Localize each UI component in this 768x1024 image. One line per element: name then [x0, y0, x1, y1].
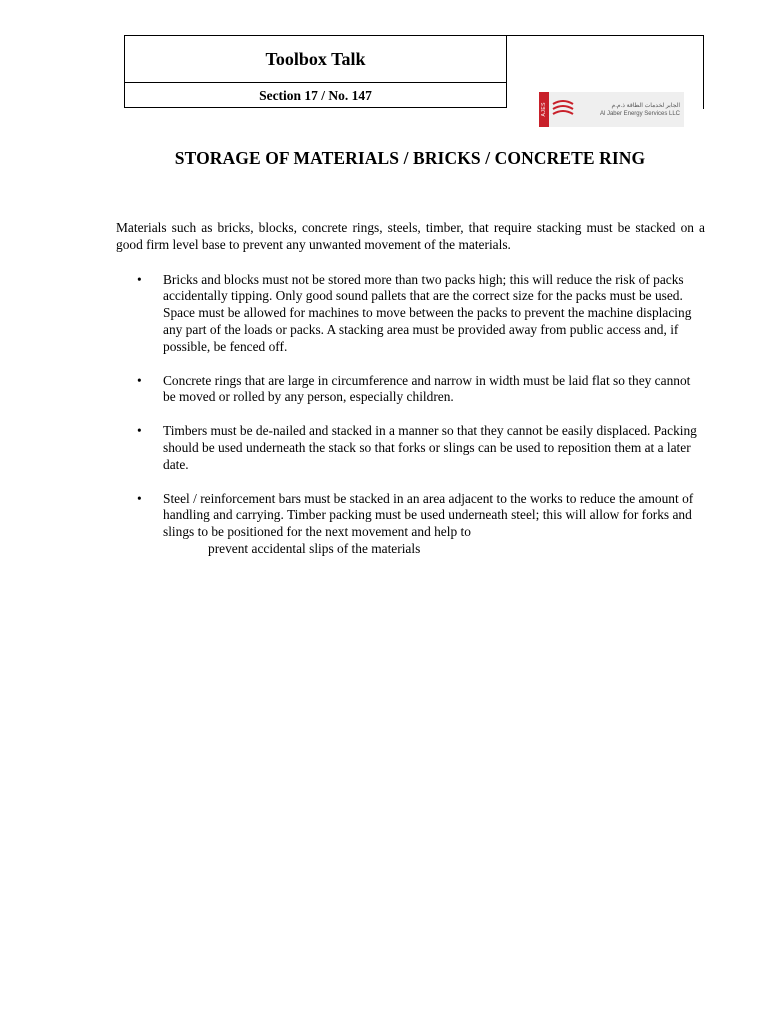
company-logo	[539, 92, 684, 127]
bullet-list	[116, 272, 705, 558]
bullet-icon: •	[137, 271, 142, 287]
logo-arabic-name: الجابر لخدمات الطاقة ذ.م.م	[611, 102, 680, 109]
document-body	[116, 220, 705, 575]
list-item	[116, 272, 705, 356]
logo-side-text: AJES	[541, 102, 547, 117]
logo-text	[577, 102, 684, 118]
list-item	[116, 373, 705, 407]
intro-paragraph: Materials such as bricks, blocks, concrete rings, steels, timber, that require stacking must be stacked on a good firm level base to prevent any unwanted movement of the materials.	[116, 220, 705, 252]
header-title: Toolbox Talk	[125, 36, 506, 83]
logo-english-name: Al Jaber Energy Services LLC	[599, 110, 680, 117]
bullet-icon: •	[137, 490, 142, 506]
header-right-border-side	[703, 35, 704, 109]
header-box	[124, 35, 507, 108]
header-right-border-top	[506, 35, 704, 36]
list-item	[116, 423, 705, 473]
list-item-continuation: prevent accidental slips of the materials	[208, 540, 421, 556]
bullet-icon: •	[137, 372, 142, 388]
logo-red-bar	[539, 92, 549, 127]
logo-mark-icon	[549, 92, 577, 127]
list-item-text: Timbers must be de-nailed and stacked in a manner so that they cannot be easily displaced. Packing should be used underneath the stack so that forks or slings can be used to reposition them at a later date.	[163, 423, 697, 472]
bullet-icon: •	[137, 423, 142, 439]
header-section-number: Section 17 / No. 147	[259, 87, 372, 103]
list-item	[116, 491, 705, 558]
document-title: STORAGE OF MATERIALS / BRICKS / CONCRETE RING	[174, 148, 646, 168]
list-item-text: Steel / reinforcement bars must be stacked in an area adjacent to the works to reduce the amount of handling and carrying. Timber packing must be used underneath steel; this will allow for forks and slings to be positioned for the next movement and help to	[163, 490, 694, 540]
list-item-text: Bricks and blocks must not be stored more than two packs high; this will reduce the risk of packs accidentally tipping. Only good sound pallets that are the correct size for the packs must be used. Space must be allowed for machines to move between the packs to prevent the machine displacing any part of the loads or packs. A stacking area must be provided away from public access and, if possible, be fenced off.	[163, 271, 692, 354]
list-item-text: Concrete rings that are large in circumference and narrow in width must be laid flat so they cannot be moved or rolled by any person, especially children.	[163, 372, 691, 405]
